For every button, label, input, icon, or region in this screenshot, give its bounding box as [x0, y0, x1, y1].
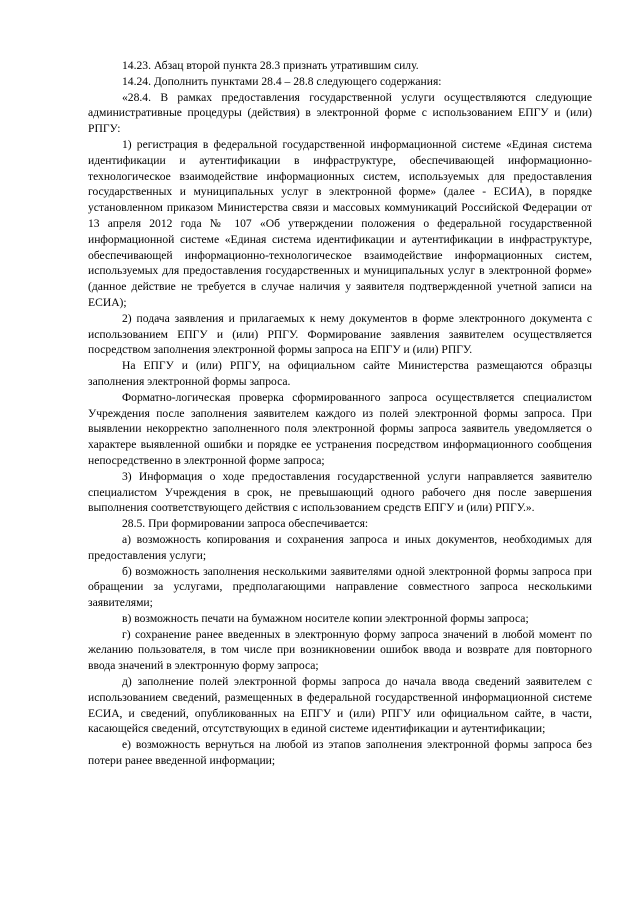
paragraph-format-check: Форматно-логическая проверка сформированного запроса осуществляется специалистом Учреждения после заполнения заявителем каждого из полей электронной формы запроса. При выявлении некорректно заполненного поля электронной формы запроса заявитель уведомляется о характере выявленной ошибки и порядке ее устранения посредством информационного сообщения непосредственно в электронной форме запроса;: [88, 390, 592, 467]
paragraph-samples: На ЕПГУ и (или) РПГУ, на официальном сайте Министерства размещаются образцы заполнения электронной формы запроса.: [88, 359, 592, 388]
paragraph-28-4-item-2: 2) подача заявления и прилагаемых к нему документов в форме электронного документа с использованием ЕПГУ и (или) РПГУ. Формирование заявления заявителем осуществляется посредством заполнения электронной формы запроса на ЕПГУ и (или) РПГУ.: [88, 311, 592, 357]
paragraph-28-4: «28.4. В рамках предоставления государственной услуги осуществляются следующие административные процедуры (действия) в электронной форме с использованием ЕПГУ и (или) РПГУ:: [88, 90, 592, 136]
document-page: [88, 58, 592, 769]
paragraph-28-4-item-1: 1) регистрация в федеральной государственной информационной системе «Единая система идентификации и аутентификации в инфраструктуре, обеспечивающей информационно-технологическое взаимодействие информационных систем, используемых для предоставления государственных и муниципальных услуг в электронной форме» (далее - ЕСИА), в порядке установленном приказом Министерства связи и массовых коммуникаций Российской Федерации от 13 апреля 2012 года № 107 «Об утверждении положения о федеральной государственной информационной системе «Единая система идентификации и аутентификации в инфраструктуре, обеспечивающей информационно-технологическое взаимодействие информационных систем, используемых для предоставления государственных и муниципальных услуг в электронной форме» (данное действие не требуется в случае наличия у заявителя подтвержденной учетной записи на ЕСИА);: [88, 137, 592, 309]
paragraph-14-23: 14.23. Абзац второй пункта 28.3 признать утратившим силу.: [122, 59, 419, 72]
paragraph-14-24: 14.24. Дополнить пунктами 28.4 – 28.8 следующего содержания:: [122, 74, 442, 88]
paragraph-28-5-b: б) возможность заполнения несколькими заявителями одной электронной формы запроса при обращении за услугами, предполагающими направление совместного запроса несколькими заявителями;: [88, 564, 592, 610]
paragraph-28-5-a: а) возможность копирования и сохранения запроса и иных документов, необходимых для предоставления услуги;: [88, 532, 592, 562]
paragraph-28-5-v: в) возможность печати на бумажном носителе копии электронной формы запроса;: [122, 611, 529, 625]
paragraph-28-5-e: е) возможность вернуться на любой из этапов заполнения электронной формы запроса без потери ранее введенной информации;: [88, 738, 592, 768]
paragraph-28-5-g: г) сохранение ранее введенных в электронную форму запроса значений в любой момент по желанию пользователя, в том числе при возникновении ошибок ввода и возврате для повторного ввода значений в электронную форму запроса;: [88, 627, 592, 673]
paragraph-28-5-d: д) заполнение полей электронной формы запроса до начала ввода сведений заявителем с использованием сведений, размещенных в федеральной государственной информационной системе ЕСИА, и сведений, опубликованных на ЕПГУ и (или) РПГУ или официальном сайте, в части, касающейся сведений, отсутствующих в единой системе идентификации и аутентификации;: [88, 675, 592, 736]
paragraph-28-5: 28.5. При формировании запроса обеспечивается:: [122, 517, 369, 531]
paragraph-28-4-item-3: 3) Информация о ходе предоставления государственной услуги направляется заявителю специалистом Учреждения в срок, не превышающий одного рабочего дня после завершения выполнения соответствующего действия с использованием средств ЕПГУ и (или) РПГУ.».: [88, 469, 592, 515]
